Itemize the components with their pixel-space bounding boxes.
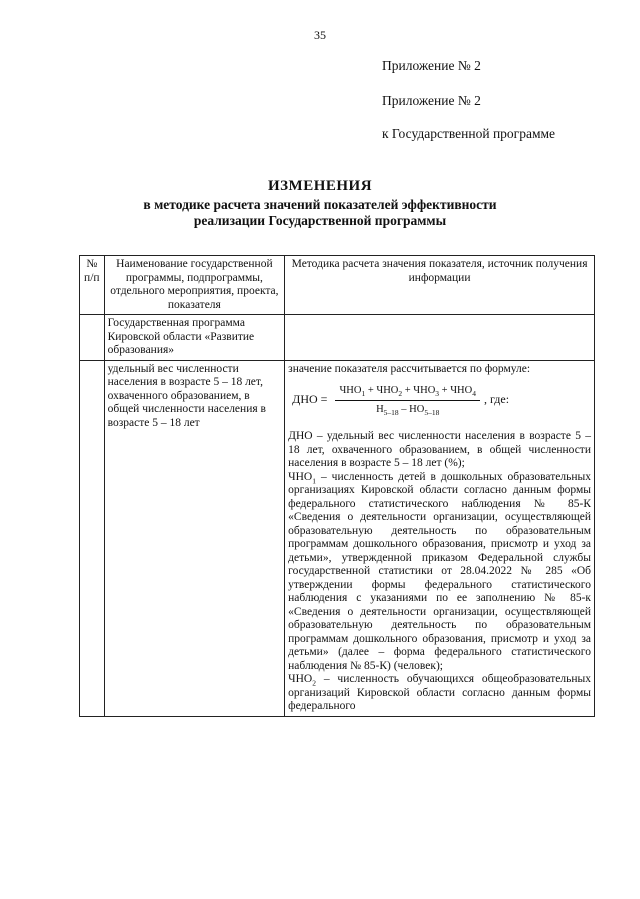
indicator-name-cell: удельный вес численности населения в возрасте 5 – 18 лет, охваченного образованием, в общей численности населения в возрасте 5 – 18 лет (104, 360, 285, 716)
header-method: Методика расчета значения показателя, источник получения информации (285, 256, 595, 315)
document-title: ИЗМЕНЕНИЯ (267, 178, 373, 194)
formula-fraction (335, 384, 480, 416)
subtitle-line-2: реализации Государственной программы (193, 213, 447, 228)
program-name-cell: Государственная программа Кировской области «Развитие образования» (104, 315, 285, 361)
header-name: Наименование государственной программы, подпрограммы, отдельного мероприятия, проекта, показателя (104, 256, 285, 315)
page-number: 35 (314, 28, 326, 42)
formula-lhs: ДНО = (292, 392, 328, 407)
appendix-label-repeat: Приложение № 2 (382, 93, 481, 108)
table-header-row (80, 256, 595, 315)
header-number: № п/п (80, 256, 105, 315)
table-row-indicator (80, 360, 595, 716)
document-subtitle (0, 197, 640, 229)
appendix-label: Приложение № 2 (382, 58, 481, 73)
table-row-program (80, 315, 595, 361)
definition-cho2: $ЧНО_2$ – численность обучающихся общеобразовательных организаций Кировской области согласно данным формы федерального (288, 673, 591, 712)
appendix-reference: к Государственной программе (382, 126, 556, 141)
formula (292, 384, 591, 416)
definition-dno: ДНО – удельный вес численности населения в возрасте 5 – 18 лет, охваченного образованием, в общей численности населения в возрасте 5 – 18 лет (%); (288, 430, 591, 469)
subtitle-line-1: в методике расчета значений показателей эффективности (143, 197, 497, 212)
indicator-method-cell (285, 360, 595, 716)
changes-table (79, 255, 595, 717)
formula-intro: значение показателя рассчитывается по формуле: (288, 362, 531, 375)
indicator-number-cell (80, 360, 105, 716)
formula-numerator: $ЧНО_1 + ЧНО_2 + ЧНО_3 + ЧНО_4$ (335, 384, 480, 401)
program-number-cell (80, 315, 105, 361)
formula-tail: , где: (483, 392, 510, 407)
formula-denominator: $Н_{5-18} - НО_{5-18}$ (376, 403, 440, 417)
program-method-cell (285, 315, 595, 361)
definition-cho1: $ЧНО_1$ – численность детей в дошкольных образовательных организациях Кировской области согласно данным формы федерального статистического наблюдения № 85-К «Сведения о деятельности организации, осуществляющей образовательную деятельность по образовательным программам дошкольного образования, присмотр и уход за детьми», утвержденной приказом Федеральной службы государственной статистики от 28.04.2022 № 285 «Об утверждении формы федерального статистического наблюдения с указаниями по ее заполнению № 85-к «Сведения о деятельности организации, осуществляющей образовательную деятельность по образовательным программам дошкольного образования, присмотр и уход за детьми» (далее – форма федерального статистического наблюдения № 85-К) (человек); (288, 470, 591, 672)
